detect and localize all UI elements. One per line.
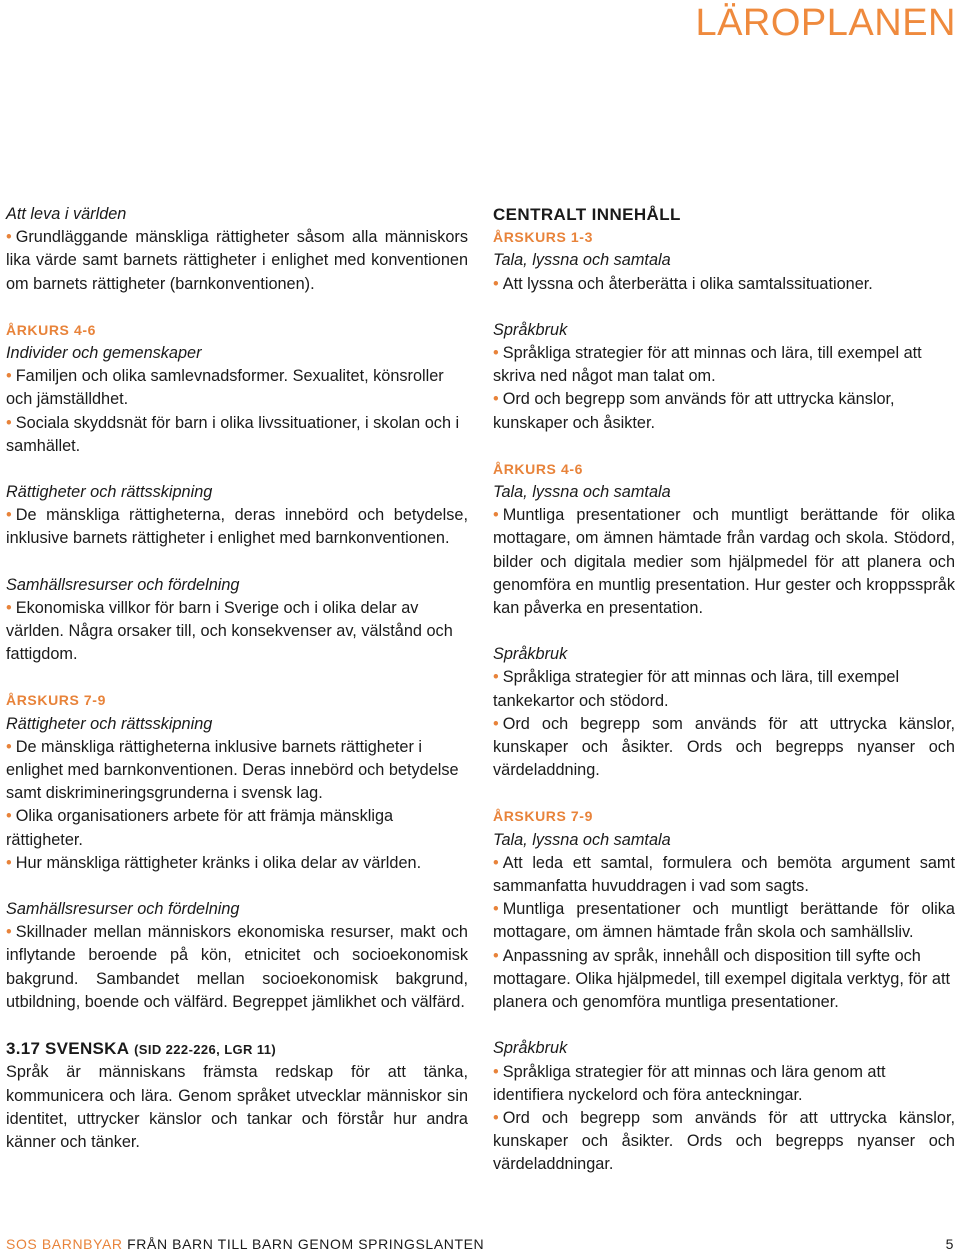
section-heading: Tala, lyssna och samtala <box>493 251 671 270</box>
section-heading: Samhällsresurser och fördelning <box>6 900 240 919</box>
section-heading: Språkbruk <box>493 1039 568 1058</box>
list-item <box>493 273 955 296</box>
list-item <box>6 597 468 667</box>
bullet-icon: • <box>493 946 499 965</box>
list-item-text: Ord och begrepp som används för att uttrycka känslor, kunskaper och åsikter. Ords och begrepps nyanser och värdeladdning. <box>493 714 955 780</box>
bullet-icon: • <box>6 367 12 386</box>
page-number: 5 <box>945 1236 954 1252</box>
list-item-text: Familjen och olika samlevnadsformer. Sexualitet, könsroller och jämställdhet. <box>6 367 444 409</box>
footer-text: FRÅN BARN TILL BARN GENOM SPRINGSLANTEN <box>127 1236 485 1252</box>
section-heading: Rättigheter och rättsskipning <box>6 483 213 502</box>
bullet-icon: • <box>493 1108 499 1127</box>
list-item-text: Anpassning av språk, innehåll och disposition till syfte och mottagare. Olika hjälpmedel, till exempel digitala verktyg, för att planera och genomföra muntliga presentationer. <box>493 946 950 1012</box>
grade-level-label: ÅRSKURS 1-3 <box>493 229 593 246</box>
list-item-text: Ekonomiska villkor för barn i Sverige och i olika delar av världen. Några orsaker till, och konsekvenser av, välstånd och fattigdom. <box>6 598 453 664</box>
bullet-icon: • <box>493 506 499 525</box>
subject-intro: Språk är människans främsta redskap för att tänka, kommunicera och lära. Genom språket utvecklar människor sin identitet, uttrycker känslor och tankar och förstår hur andra känner och tänker. <box>6 1063 468 1151</box>
list-item-text: Ord och begrepp som används för att uttrycka känslor, kunskaper och åsikter. <box>493 390 895 432</box>
list-item-text: Hur mänskliga rättigheter kränks i olika delar av världen. <box>15 853 422 872</box>
bullet-icon: • <box>6 228 12 247</box>
list-item-text: Muntliga presentationer och muntligt berättande för olika mottagare, om ämnen hämtade från vardag och skola. Stödord, bilder och digitala medier som hjälpmedel för att planera och genomföra en muntlig presentation. Hur gester och kroppsspråk kan påverka en presentation. <box>493 506 955 618</box>
list-item <box>6 852 468 875</box>
list-item <box>493 1061 955 1107</box>
section-heading: Samhällsresurser och fördelning <box>6 575 240 594</box>
right-column <box>493 203 955 1177</box>
bullet-icon: • <box>493 668 499 687</box>
list-item <box>6 921 468 1014</box>
list-item-text: De mänskliga rättigheterna inklusive barnets rättigheter i enlighet med barnkonventionen. Deras innebörd och betydelse samt diskrimineringsgrunderna i svensk lag. <box>6 737 459 803</box>
subject-name: SVENSKA <box>45 1039 130 1059</box>
bullet-icon: • <box>493 274 499 293</box>
bullet-icon: • <box>6 737 12 756</box>
list-item-text: Muntliga presentationer och muntligt berättande för olika mottagare, om ämnen hämtade från skola och samhällsliv. <box>493 900 955 942</box>
section-heading: Språkbruk <box>493 320 568 339</box>
bullet-icon: • <box>6 506 12 525</box>
list-item-text: Språkliga strategier för att minnas och lära, till exempel tankekartor och stödord. <box>493 668 900 710</box>
list-item <box>493 666 955 712</box>
list-item <box>6 736 468 806</box>
list-item-text: Skillnader mellan människors ekonomiska resurser, makt och inflytande beroende på kön, etnicitet och socioekonomisk bakgrund. Sambandet mellan socioekonomisk bakgrund, utbildning, boende och välfärd. Begreppet jämlikhet och välfärd. <box>6 923 468 1011</box>
grade-level-label: ÅRKURS 4-6 <box>493 460 584 477</box>
list-item <box>6 226 468 296</box>
list-item <box>493 504 955 620</box>
list-item-text: Att lyssna och återberätta i olika samtalssituationer. <box>502 274 873 293</box>
bullet-icon: • <box>493 1062 499 1081</box>
grade-level-label: ÅRSKURS 7-9 <box>6 692 106 709</box>
list-item <box>6 805 468 851</box>
list-item <box>493 342 955 388</box>
subject-number: 3.17 <box>6 1039 41 1059</box>
list-item <box>493 852 955 898</box>
list-item <box>6 365 468 411</box>
section-heading: Individer och gemenskaper <box>6 344 202 363</box>
bullet-icon: • <box>6 923 12 942</box>
bullet-icon: • <box>6 807 12 826</box>
section-heading: Tala, lyssna och samtala <box>493 830 671 849</box>
page-footer <box>6 1236 954 1252</box>
list-item <box>493 1107 955 1177</box>
bullet-icon: • <box>493 390 499 409</box>
subject-title <box>6 1037 468 1061</box>
list-item-text: Att leda ett samtal, formulera och bemöta argument samt sammanfatta huvuddragen i vad som sagts. <box>493 853 955 896</box>
central-content-title: CENTRALT INNEHÅLL <box>493 205 681 224</box>
grade-level-label: ÅRKURS 4-6 <box>6 321 97 338</box>
section-heading: Att leva i världen <box>6 205 127 223</box>
list-item <box>493 945 955 1015</box>
section-heading: Rättigheter och rättsskipning <box>6 714 213 733</box>
list-item-text: Ord och begrepp som används för att uttrycka känslor, kunskaper och åsikter. Ords och begrepps nyanser och värdeladdningar. <box>493 1108 955 1174</box>
list-item-text: De mänskliga rättigheterna, deras innebörd och betydelse, inklusive barnets rättigheter i enlighet med barnkonventionen. <box>6 506 468 548</box>
list-item <box>493 898 955 944</box>
list-item-text: Sociala skyddsnät för barn i olika livssituationer, i skolan och i samhället. <box>6 413 460 455</box>
section-heading: Språkbruk <box>493 645 568 664</box>
left-column <box>6 203 468 1154</box>
bullet-icon: • <box>493 853 499 872</box>
list-item <box>493 713 955 783</box>
bullet-icon: • <box>6 853 12 872</box>
list-item-text: Språkliga strategier för att minnas och lära genom att identifiera nyckelord och föra anteckningar. <box>493 1062 886 1104</box>
bullet-icon: • <box>493 900 499 919</box>
list-item <box>6 412 468 458</box>
list-item <box>493 388 955 434</box>
page-header-title: LÄROPLANEN <box>695 2 956 44</box>
bullet-icon: • <box>493 714 499 733</box>
list-item-text: Olika organisationers arbete för att främja mänskliga rättigheter. <box>6 807 394 849</box>
list-item <box>6 504 468 550</box>
footer-brand: SOS BARNBYAR <box>6 1236 123 1252</box>
bullet-icon: • <box>6 598 12 617</box>
list-item-text: Språkliga strategier för att minnas och lära, till exempel att skriva ned något man talat om. <box>493 344 922 386</box>
bullet-icon: • <box>493 344 499 363</box>
section-heading: Tala, lyssna och samtala <box>493 483 671 502</box>
grade-level-label: ÅRSKURS 7-9 <box>493 808 593 825</box>
list-item-text: Grundläggande mänskliga rättigheter såsom alla människors lika värde samt barnets rättigheter i enlighet med konventionen om barnets rättigheter (barnkonventionen). <box>6 228 468 293</box>
bullet-icon: • <box>6 413 12 432</box>
subject-reference: (SID 222-226, LGR 11) <box>134 1042 277 1058</box>
